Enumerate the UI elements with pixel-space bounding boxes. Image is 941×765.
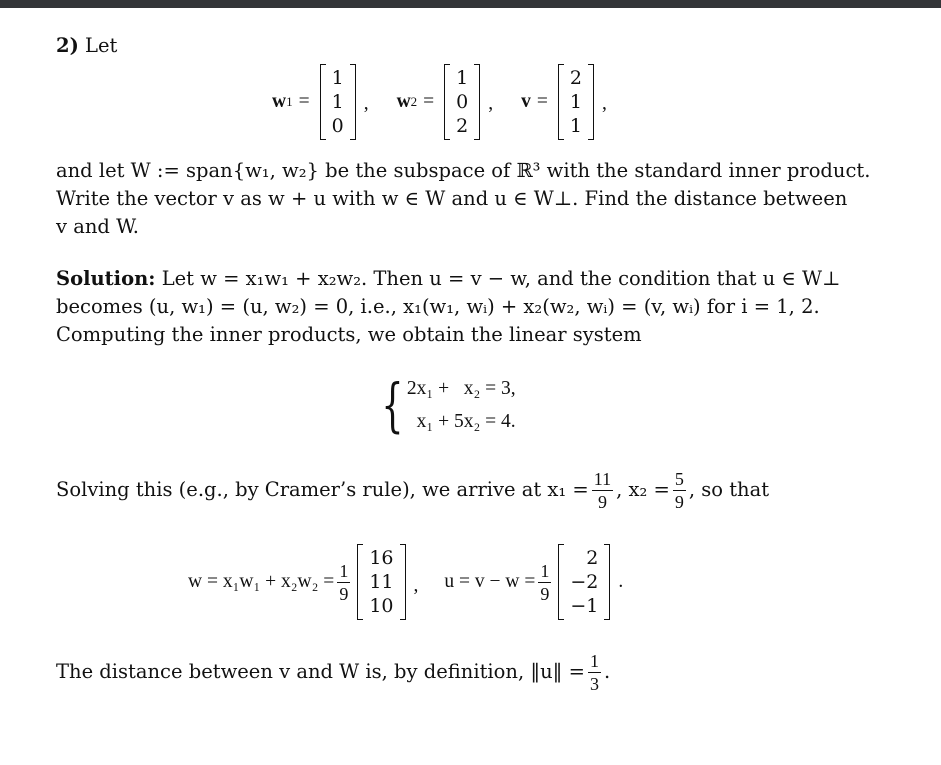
u-scalar-numerator: 1: [540, 560, 550, 581]
result-vectors: w = x₁w₁ + x₂w₂ = $\frac{1}{9}$ 16 11 10 , u = v − w = $\frac{1}{9}$ 2 −2 −1 .: [188, 534, 623, 630]
system-equation: 2x₁ + x₂ = 3,: [406, 378, 516, 399]
w2-sub: 2: [410, 94, 418, 109]
u-expression: u = v − w =: [444, 571, 536, 592]
x2-denominator: 9: [674, 491, 684, 512]
x2-numerator: 5: [674, 468, 684, 489]
u-scalar-fraction: [538, 560, 551, 605]
w1-sub: 1: [286, 94, 293, 109]
w2-entry: 0: [456, 91, 469, 113]
equals-sign: =: [536, 91, 548, 112]
distance-numerator: 1: [589, 650, 599, 671]
v-entry: 1: [569, 115, 582, 137]
solution-paragraph: [56, 265, 891, 349]
w2-matrix: [444, 64, 480, 140]
w2-entry: 1: [456, 67, 469, 89]
v-entry: 2: [569, 67, 582, 89]
w2-name: w: [396, 91, 411, 112]
v-name: v: [521, 91, 531, 112]
x2-label: , x₂ =: [616, 478, 670, 501]
distance-text: The distance between v and W is, by definition, ‖u‖ =: [56, 660, 585, 683]
solution-line: Let w = x₁w₁ + x₂w₂. Then u = v − w, and the condition that u ∈ W⊥: [161, 267, 841, 290]
w1-entry: 0: [331, 115, 344, 137]
w-scalar-fraction: [337, 560, 350, 605]
top-bar: [0, 0, 941, 8]
w1-entry: 1: [331, 91, 344, 113]
distance-denominator: 3: [589, 673, 599, 694]
problem-text-line: v and W.: [56, 215, 139, 238]
solving-line: [56, 462, 769, 518]
u-result-entry: 2: [586, 547, 599, 569]
problem-text: [56, 157, 891, 241]
distance-fraction: [588, 650, 601, 695]
u-result-matrix: [558, 544, 610, 620]
x1-denominator: 9: [597, 491, 607, 512]
distance-line: The distance between v and W is, by definition, ‖u‖ = $\frac{1}{3}$ .: [56, 650, 611, 694]
problem-text-line: and let W := span{w₁, w₂} be the subspace of ℝ³ with the standard inner product.: [56, 159, 871, 182]
linear-system: [374, 372, 516, 438]
u-scalar-denominator: 9: [540, 583, 550, 604]
problem-intro: Let: [85, 34, 118, 57]
w-expression: w = x₁w₁ + x₂w₂ =: [188, 571, 335, 592]
solution-line: becomes (u, w₁) = (u, w₂) = 0, i.e., x₁(w₁, wᵢ) + x₂(w₂, wᵢ) = (v, wᵢ) for i = 1, 2.: [56, 295, 820, 318]
problem-header: [56, 32, 117, 60]
w1-name: w: [272, 91, 287, 112]
w-result-entry: 10: [369, 595, 394, 617]
system-equation: x₁ + 5x₂ = 4.: [406, 411, 516, 432]
w-result-entry: 16: [369, 547, 394, 569]
u-result-entry: −2: [570, 571, 599, 593]
w2-entry: 2: [456, 115, 469, 137]
w-scalar-numerator: 1: [339, 560, 349, 581]
problem-number: 2): [56, 34, 79, 57]
w-result-entry: 11: [369, 571, 394, 593]
problem-text-line: Write the vector v as w + u with w ∈ W and u ∈ W⊥. Find the distance between: [56, 187, 848, 210]
w1-entry: 1: [331, 67, 344, 89]
so-that-text: , so that: [688, 478, 770, 501]
equals-sign: =: [423, 91, 435, 112]
vector-definitions: w 1 = 1 1 0 , w 2 = 1 0 2 , v = 2 1 1 ,: [272, 56, 607, 148]
solution-line: Computing the inner products, we obtain the linear system: [56, 323, 642, 346]
solve-text: Solving this (e.g., by Cramer’s rule), we arrive at x₁ =: [56, 478, 589, 501]
x1-fraction: [592, 468, 613, 513]
u-result-entry: −1: [570, 595, 599, 617]
w1-matrix: [320, 64, 356, 140]
v-matrix: [558, 64, 594, 140]
x1-numerator: 11: [593, 468, 612, 489]
x2-fraction: [673, 468, 686, 513]
system-brace: {: [381, 371, 404, 439]
equals-sign: =: [298, 91, 310, 112]
v-entry: 1: [569, 91, 582, 113]
w-scalar-denominator: 9: [339, 583, 349, 604]
w-result-matrix: [357, 544, 405, 620]
solution-heading: Solution:: [56, 267, 156, 290]
